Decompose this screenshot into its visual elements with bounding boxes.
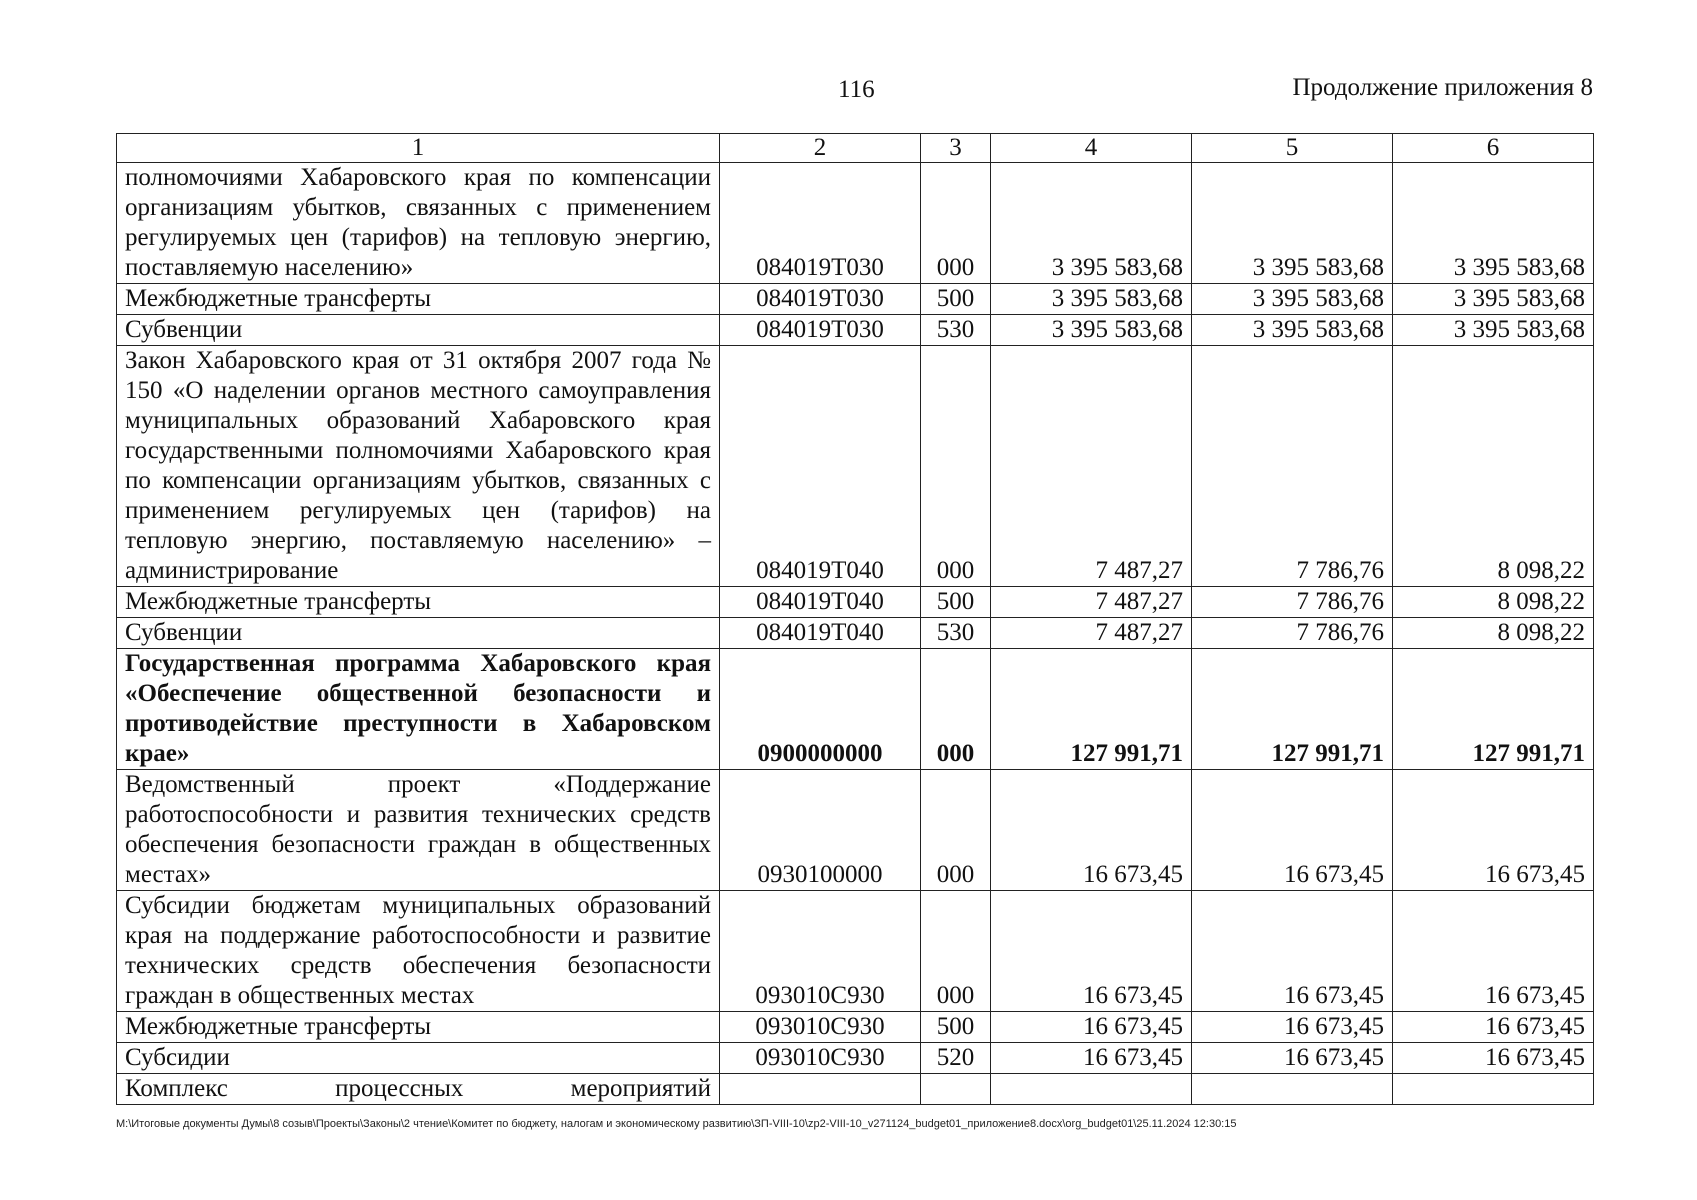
row-name: Субвенции <box>117 618 720 649</box>
table-row <box>117 618 1594 649</box>
row-kind: 000 <box>921 891 991 1012</box>
row-kind: 000 <box>921 770 991 891</box>
row-name: Субвенции <box>117 315 720 346</box>
row-name: Межбюджетные трансферты <box>117 1012 720 1043</box>
row-value-4: 16 673,45 <box>991 1043 1192 1074</box>
row-value-5 <box>1192 1074 1393 1105</box>
row-value-5: 3 395 583,68 <box>1192 163 1393 284</box>
row-value-4: 16 673,45 <box>991 891 1192 1012</box>
table-row <box>117 770 1594 891</box>
row-value-5: 7 786,76 <box>1192 618 1393 649</box>
row-name: Межбюджетные трансферты <box>117 587 720 618</box>
row-name: Комплекс процессных мероприятий <box>117 1074 720 1105</box>
budget-table <box>116 133 1594 1105</box>
row-value-4 <box>991 1074 1192 1105</box>
row-name: Субсидии бюджетам муниципальных образований края на поддержание работоспособности и развитие технических средств обеспечения безопасности граждан в общественных местах <box>117 891 720 1012</box>
row-name: Закон Хабаровского края от 31 октября 2007 года № 150 «О наделении органов местного самоуправления муниципальных образований Хабаровского края государственными полномочиями Хабаровского края по компенсации организациям убытков, связанных с применением регулируемых цен (тарифов) на тепловую энергию, поставляемую населению» – администрирование <box>117 346 720 587</box>
row-name: Субсидии <box>117 1043 720 1074</box>
row-value-6: 16 673,45 <box>1393 1043 1594 1074</box>
row-code: 084019Т040 <box>720 618 921 649</box>
table-row <box>117 587 1594 618</box>
page-number: 116 <box>838 76 875 103</box>
table-row <box>117 1074 1594 1105</box>
row-value-6: 3 395 583,68 <box>1393 315 1594 346</box>
table-row <box>117 1043 1594 1074</box>
table-row <box>117 315 1594 346</box>
row-code: 093010С930 <box>720 891 921 1012</box>
row-value-6: 16 673,45 <box>1393 1012 1594 1043</box>
row-code: 084019Т040 <box>720 346 921 587</box>
row-value-4: 7 487,27 <box>991 618 1192 649</box>
file-path-footer: M:\Итоговые документы Думы\8 созыв\Проекты\Законы\2 чтение\Комитет по бюджету, налогам и экономическому развитию\ЗП-VIII-10\zp2-VIII-10_v271124_budget01_приложение8.docx\org_budget01\25.11.2024 12:30:15 <box>116 1118 1237 1130</box>
row-value-6: 8 098,22 <box>1393 346 1594 587</box>
row-kind: 520 <box>921 1043 991 1074</box>
row-code: 084019Т040 <box>720 587 921 618</box>
column-header-2: 2 <box>720 134 921 163</box>
table-row <box>117 346 1594 587</box>
row-kind <box>921 1074 991 1105</box>
row-value-6: 3 395 583,68 <box>1393 284 1594 315</box>
row-code <box>720 1074 921 1105</box>
row-value-6 <box>1393 1074 1594 1105</box>
row-kind: 000 <box>921 163 991 284</box>
row-value-4: 16 673,45 <box>991 1012 1192 1043</box>
row-value-6: 8 098,22 <box>1393 618 1594 649</box>
row-value-4: 16 673,45 <box>991 770 1192 891</box>
row-kind: 500 <box>921 587 991 618</box>
row-kind: 000 <box>921 346 991 587</box>
row-value-5: 16 673,45 <box>1192 1043 1393 1074</box>
row-value-5: 3 395 583,68 <box>1192 284 1393 315</box>
row-value-5: 127 991,71 <box>1192 649 1393 770</box>
row-value-4: 3 395 583,68 <box>991 284 1192 315</box>
row-kind: 500 <box>921 1012 991 1043</box>
column-number-row <box>117 134 1594 163</box>
row-code: 093010С930 <box>720 1012 921 1043</box>
row-value-5: 7 786,76 <box>1192 587 1393 618</box>
row-code: 0930100000 <box>720 770 921 891</box>
row-code: 093010С930 <box>720 1043 921 1074</box>
row-value-5: 16 673,45 <box>1192 891 1393 1012</box>
column-header-5: 5 <box>1192 134 1393 163</box>
row-code: 0900000000 <box>720 649 921 770</box>
row-value-4: 7 487,27 <box>991 346 1192 587</box>
appendix-continuation-label: Продолжение приложения 8 <box>1292 74 1593 101</box>
row-kind: 530 <box>921 315 991 346</box>
table-row <box>117 1012 1594 1043</box>
row-kind: 500 <box>921 284 991 315</box>
row-value-4: 3 395 583,68 <box>991 315 1192 346</box>
row-value-5: 16 673,45 <box>1192 1012 1393 1043</box>
row-name: Межбюджетные трансферты <box>117 284 720 315</box>
row-code: 084019Т030 <box>720 315 921 346</box>
row-kind: 530 <box>921 618 991 649</box>
row-value-6: 16 673,45 <box>1393 891 1594 1012</box>
row-name: Ведомственный проект «Поддержание работоспособности и развития технических средств обеспечения безопасности граждан в общественных местах» <box>117 770 720 891</box>
row-value-6: 8 098,22 <box>1393 587 1594 618</box>
column-header-3: 3 <box>921 134 991 163</box>
row-value-4: 3 395 583,68 <box>991 163 1192 284</box>
row-value-5: 7 786,76 <box>1192 346 1393 587</box>
row-code: 084019Т030 <box>720 284 921 315</box>
column-header-6: 6 <box>1393 134 1594 163</box>
table-row <box>117 891 1594 1012</box>
row-name: полномочиями Хабаровского края по компенсации организациям убытков, связанных с применением регулируемых цен (тарифов) на тепловую энергию, поставляемую населению» <box>117 163 720 284</box>
table-row <box>117 163 1594 284</box>
row-value-4: 7 487,27 <box>991 587 1192 618</box>
row-name: Государственная программа Хабаровского края «Обеспечение общественной безопасности и противодействие преступности в Хабаровском крае» <box>117 649 720 770</box>
column-header-4: 4 <box>991 134 1192 163</box>
row-value-4: 127 991,71 <box>991 649 1192 770</box>
row-value-5: 16 673,45 <box>1192 770 1393 891</box>
column-header-1: 1 <box>117 134 720 163</box>
row-value-6: 16 673,45 <box>1393 770 1594 891</box>
row-value-6: 127 991,71 <box>1393 649 1594 770</box>
row-value-6: 3 395 583,68 <box>1393 163 1594 284</box>
table-row-program <box>117 649 1594 770</box>
table-row <box>117 284 1594 315</box>
row-kind: 000 <box>921 649 991 770</box>
row-value-5: 3 395 583,68 <box>1192 315 1393 346</box>
row-code: 084019Т030 <box>720 163 921 284</box>
